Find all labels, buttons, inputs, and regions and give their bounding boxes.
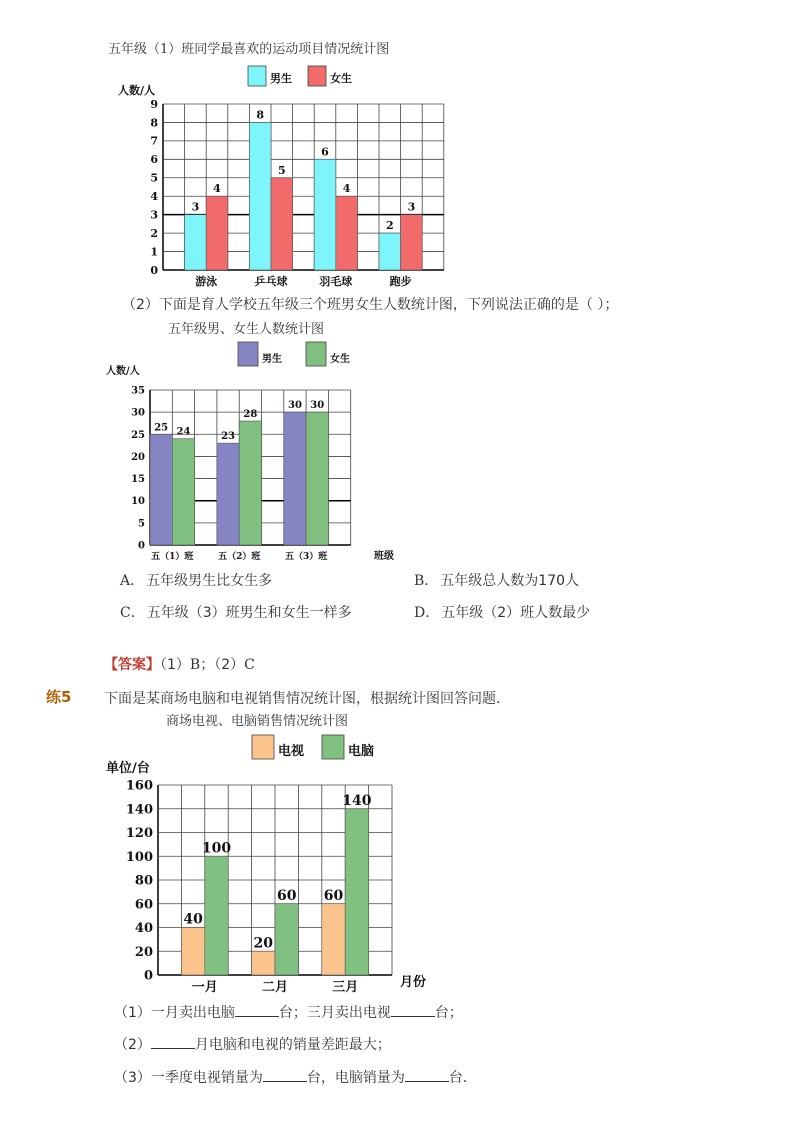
ex5-q3-part-b: 台，电脑销量为 xyxy=(306,1070,405,1086)
chart1-x-tick-1: 乒乓球 xyxy=(254,275,288,288)
option-a[interactable] xyxy=(120,570,272,590)
chart2-svg xyxy=(100,336,420,568)
chart3-bar-0-0 xyxy=(181,928,204,976)
chart3-bar-0-1 xyxy=(205,856,228,975)
answer-v1: B xyxy=(189,657,201,673)
option-c[interactable] xyxy=(120,602,352,622)
option-d-text: 五年级（2）班人数最少 xyxy=(441,605,591,621)
chart1-value-label-2-0: 6 xyxy=(321,145,329,159)
chart3-value-label-2-1: 140 xyxy=(342,792,372,809)
chart2-legend-label-0: 男生 xyxy=(262,354,282,365)
chart3-bar-1-0 xyxy=(252,951,275,975)
chart1-y-tick: 8 xyxy=(150,116,158,130)
q2-question: （2）下面是育人学校五年级三个班男女生人数统计图，下列说法正确的是（ ）； xyxy=(122,297,619,313)
chart2-x-tick-1: 五（2）班 xyxy=(218,552,261,562)
ex5-q1-blank-2[interactable] xyxy=(391,1004,435,1017)
chart3-y-tick: 80 xyxy=(134,873,153,889)
chart3-y-tick: 120 xyxy=(125,826,153,842)
chart1-x-tick-3: 跑步 xyxy=(389,275,412,288)
chart3-y-tick: 0 xyxy=(143,968,153,984)
ex5-q1-blank-1[interactable] xyxy=(235,1004,279,1017)
chart1-legend-swatch-0 xyxy=(248,66,266,86)
chart2-bar-1-0 xyxy=(217,443,239,545)
option-b-text: 五年级总人数为170人 xyxy=(440,573,580,589)
chart1-title: 五年级（1）班同学最喜欢的运动项目情况统计图 xyxy=(108,42,390,57)
chart1-value-label-3-1: 3 xyxy=(407,200,416,214)
option-b-letter: B． xyxy=(414,573,439,589)
option-a-text: 五年级男生比女生多 xyxy=(146,573,273,589)
chart1-y-label: 人数/人 xyxy=(118,84,156,97)
chart3-bar-2-0 xyxy=(322,904,345,975)
chart3-y-tick: 20 xyxy=(134,944,153,960)
chart1-svg xyxy=(100,60,460,292)
ex5-q2-part-a: （2） xyxy=(114,1037,151,1053)
chart1-value-label-0-1: 4 xyxy=(213,182,221,196)
ex5-q3-part-c: 台． xyxy=(448,1070,477,1086)
chart1-bar-1-1 xyxy=(271,178,293,270)
chart2-y-tick: 10 xyxy=(131,496,145,508)
chart3-value-label-0-1: 100 xyxy=(201,840,232,857)
ex5-q3-part-a: （3）一季度电视销量为 xyxy=(114,1070,263,1086)
chart3-value-label-0-0: 40 xyxy=(183,911,203,928)
chart3-y-tick: 60 xyxy=(134,897,153,913)
chart3-x-tick-2: 三月 xyxy=(332,980,359,995)
option-d[interactable] xyxy=(414,602,590,622)
option-a-letter: A． xyxy=(120,573,145,589)
ex5-q3 xyxy=(114,1067,477,1087)
chart2-x-tick-2: 五（3）班 xyxy=(284,552,328,562)
chart3-value-label-2-0: 60 xyxy=(323,887,344,904)
chart2-y-label: 人数/人 xyxy=(106,366,140,377)
chart2-value-label-1-0: 23 xyxy=(221,431,236,443)
chart1-y-tick: 1 xyxy=(150,245,158,259)
chart2-legend-swatch-0 xyxy=(238,342,258,366)
chart2-x-tick-0: 五（1）班 xyxy=(151,552,194,562)
chart1-legend-label-0: 男生 xyxy=(270,72,292,85)
chart1-bar-2-0 xyxy=(314,159,336,270)
chart1-x-tick-2: 羽毛球 xyxy=(319,275,353,288)
exercise-label: 练5 xyxy=(46,688,72,706)
chart2-bar-2-1 xyxy=(306,412,328,545)
chart1-bar-3-1 xyxy=(401,215,423,270)
chart2-bar-0-1 xyxy=(172,439,194,545)
chart2-value-label-1-1: 28 xyxy=(243,409,258,420)
chart2-bar-1-1 xyxy=(239,421,261,545)
chart1-bar-3-0 xyxy=(379,233,401,270)
chart2-bar-0-0 xyxy=(150,434,172,545)
option-c-text: 五年级（3）班男生和女生一样多 xyxy=(146,605,352,621)
chart1-x-tick-0: 游泳 xyxy=(195,275,218,288)
chart2-y-tick: 15 xyxy=(131,474,145,486)
chart1-bar-0-1 xyxy=(206,196,228,270)
chart3-value-label-1-1: 60 xyxy=(276,887,297,904)
chart1-legend-label-1: 女生 xyxy=(330,72,352,85)
chart1-y-tick: 0 xyxy=(150,263,158,277)
chart2-value-label-0-0: 25 xyxy=(154,422,169,434)
chart2-title: 五年级男、女生人数统计图 xyxy=(168,322,325,337)
chart1-value-label-3-0: 2 xyxy=(385,219,394,233)
ex5-q3-blank-2[interactable] xyxy=(405,1069,449,1082)
chart1-bar-1-0 xyxy=(249,122,271,270)
answer-p1: （1） xyxy=(160,657,190,673)
chart2-x-label: 班级 xyxy=(374,551,394,562)
ex5-q2 xyxy=(114,1034,391,1054)
chart3-y-label: 单位/台 xyxy=(106,761,150,776)
chart2-y-tick: 25 xyxy=(131,429,145,441)
chart3-legend-label-0: 电视 xyxy=(278,744,305,759)
answer-line xyxy=(104,654,255,674)
ex5-q1-part-b: 台；三月卖出电视 xyxy=(278,1005,391,1021)
ex5-q1 xyxy=(114,1002,463,1022)
chart1-y-tick: 9 xyxy=(150,97,158,111)
chart1-value-label-1-1: 5 xyxy=(277,163,286,177)
answer-p2: （2） xyxy=(214,657,245,673)
chart1-y-tick: 6 xyxy=(150,153,158,167)
chart1-y-tick: 5 xyxy=(150,171,158,185)
chart1-bar-2-1 xyxy=(336,196,358,270)
chart2-y-tick: 5 xyxy=(138,518,145,530)
chart3-y-tick: 160 xyxy=(125,778,153,794)
chart3-x-label: 月份 xyxy=(400,975,427,990)
chart1-legend-swatch-1 xyxy=(308,66,326,86)
ex5-q1-part-a: （1）一月卖出电脑 xyxy=(114,1005,235,1021)
chart3-value-label-1-0: 20 xyxy=(253,935,274,952)
option-b[interactable] xyxy=(414,570,579,590)
chart2-value-label-0-1: 24 xyxy=(176,426,191,438)
answer-tag: 【答案】 xyxy=(104,657,160,673)
chart1-value-label-2-1: 4 xyxy=(342,182,351,196)
chart3-y-tick: 40 xyxy=(134,921,153,937)
chart2-legend-label-1: 女生 xyxy=(330,354,350,365)
chart3-bar-1-1 xyxy=(275,904,298,975)
chart3-svg xyxy=(100,728,440,998)
option-c-letter: C． xyxy=(120,605,145,621)
exercise-intro: 下面是某商场电脑和电视销售情况统计图，根据统计图回答问题． xyxy=(104,691,510,707)
chart1-y-tick: 4 xyxy=(150,190,158,204)
ex5-q2-blank-1[interactable] xyxy=(151,1036,195,1049)
chart2-bar-2-0 xyxy=(284,412,306,545)
chart3-y-tick: 100 xyxy=(125,849,153,865)
chart1-y-tick: 2 xyxy=(150,226,158,240)
chart1-y-tick: 3 xyxy=(150,208,158,222)
chart2-value-label-2-1: 30 xyxy=(310,400,325,412)
ex5-q1-part-c: 台； xyxy=(434,1005,463,1021)
chart2-value-label-2-0: 30 xyxy=(287,400,302,412)
chart1-bar-0-0 xyxy=(185,215,207,270)
answer-sep: ； xyxy=(200,657,215,673)
chart2-y-tick: 20 xyxy=(131,451,145,463)
chart3-legend-swatch-0 xyxy=(252,735,274,759)
chart3-legend-swatch-1 xyxy=(322,735,344,759)
chart3-bar-2-1 xyxy=(345,809,368,975)
chart2-y-tick: 30 xyxy=(131,407,145,419)
chart3-y-tick: 140 xyxy=(125,802,153,818)
chart3-legend-label-1: 电脑 xyxy=(348,744,375,759)
chart3-x-tick-1: 二月 xyxy=(261,980,289,995)
chart2-legend-swatch-1 xyxy=(306,342,326,366)
option-d-letter: D． xyxy=(414,605,440,621)
ex5-q3-blank-1[interactable] xyxy=(263,1069,307,1082)
chart1-value-label-1-0: 8 xyxy=(256,108,265,122)
chart3-x-tick-0: 一月 xyxy=(191,980,218,995)
ex5-q2-part-b: 月电脑和电视的销量差距最大； xyxy=(194,1037,391,1053)
chart2-y-tick: 35 xyxy=(131,385,145,397)
chart1-y-tick: 7 xyxy=(150,134,158,148)
chart1-value-label-0-0: 3 xyxy=(191,200,200,214)
answer-v2: C xyxy=(244,657,255,673)
chart3-title: 商场电视、电脑销售情况统计图 xyxy=(166,714,349,729)
chart2-y-tick: 0 xyxy=(138,540,145,552)
